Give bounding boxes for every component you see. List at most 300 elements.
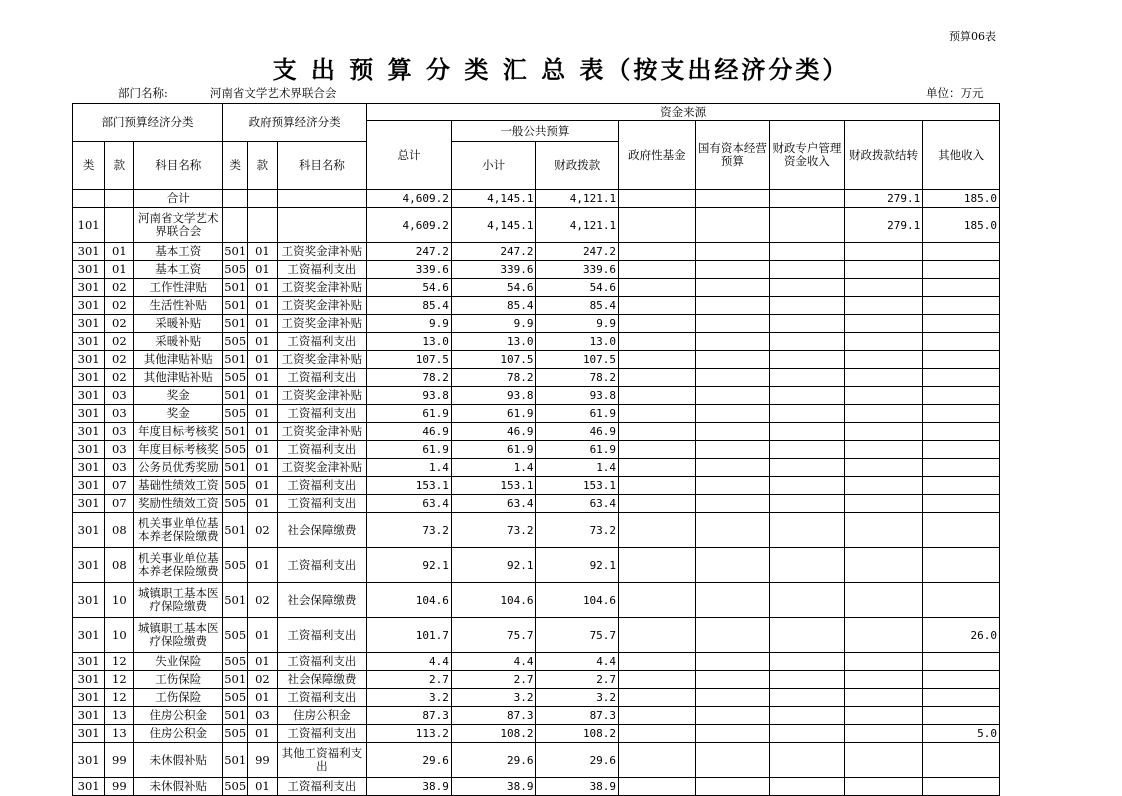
gov-lei-cell: 501 <box>223 243 248 261</box>
fiscal-cell: 2.7 <box>536 671 619 689</box>
special-mgmt-cell <box>770 725 845 743</box>
subject-cell: 失业保险 <box>134 653 223 671</box>
gov-lei-cell: 505 <box>223 778 248 796</box>
state-capital-cell <box>695 315 770 333</box>
fiscal-cell: 108.2 <box>536 725 619 743</box>
gov-fund-cell <box>619 190 696 208</box>
kuan-cell <box>105 208 134 243</box>
total-cell: 38.9 <box>367 778 452 796</box>
total-cell: 153.1 <box>367 477 452 495</box>
carryover-cell <box>844 243 923 261</box>
subtotal-cell: 108.2 <box>451 725 536 743</box>
header-gov-lei: 类 <box>223 142 248 190</box>
gov-kuan-cell: 02 <box>248 513 277 548</box>
kuan-cell: 12 <box>105 689 134 707</box>
gov-lei-cell: 501 <box>223 583 248 618</box>
carryover-cell: 279.1 <box>844 190 923 208</box>
total-cell: 29.6 <box>367 743 452 778</box>
subtotal-cell: 13.0 <box>451 333 536 351</box>
subject-cell: 住房公积金 <box>134 725 223 743</box>
kuan-cell: 12 <box>105 671 134 689</box>
gov-lei-cell: 505 <box>223 548 248 583</box>
subtotal-cell: 93.8 <box>451 387 536 405</box>
gov-kuan-cell: 01 <box>248 387 277 405</box>
header-total: 总计 <box>367 121 452 190</box>
subject-cell: 河南省文学艺术界联合会 <box>134 208 223 243</box>
subject-cell: 基本工资 <box>134 243 223 261</box>
other-income-cell: 185.0 <box>923 208 1000 243</box>
gov-lei-cell: 501 <box>223 279 248 297</box>
lei-cell: 301 <box>73 495 105 513</box>
fiscal-cell: 1.4 <box>536 459 619 477</box>
special-mgmt-cell <box>770 423 845 441</box>
kuan-cell: 01 <box>105 261 134 279</box>
department-line <box>118 85 336 101</box>
gov-fund-cell <box>619 405 696 423</box>
table-row <box>73 405 1000 423</box>
state-capital-cell <box>695 671 770 689</box>
gov-subject-cell: 工资奖金津补贴 <box>277 423 367 441</box>
state-capital-cell <box>695 689 770 707</box>
gov-subject-cell: 工资奖金津补贴 <box>277 459 367 477</box>
subject-cell: 机关事业单位基本养老保险缴费 <box>134 548 223 583</box>
gov-lei-cell: 501 <box>223 743 248 778</box>
other-income-cell <box>923 653 1000 671</box>
carryover-cell <box>844 315 923 333</box>
special-mgmt-cell <box>770 671 845 689</box>
total-cell: 9.9 <box>367 315 452 333</box>
gov-fund-cell <box>619 743 696 778</box>
gov-subject-cell: 工资福利支出 <box>277 333 367 351</box>
gov-kuan-cell: 99 <box>248 743 277 778</box>
table-row <box>73 671 1000 689</box>
gov-subject-cell: 工资福利支出 <box>277 778 367 796</box>
fiscal-cell: 63.4 <box>536 495 619 513</box>
other-income-cell: 26.0 <box>923 618 1000 653</box>
gov-lei-cell: 505 <box>223 653 248 671</box>
header-dept-econ: 部门预算经济分类 <box>73 104 223 142</box>
gov-subject-cell: 工资福利支出 <box>277 495 367 513</box>
carryover-cell <box>844 653 923 671</box>
special-mgmt-cell <box>770 689 845 707</box>
total-cell: 104.6 <box>367 583 452 618</box>
state-capital-cell <box>695 583 770 618</box>
subtotal-cell: 61.9 <box>451 405 536 423</box>
gov-subject-cell: 工资福利支出 <box>277 689 367 707</box>
gov-lei-cell: 501 <box>223 297 248 315</box>
table-row <box>73 548 1000 583</box>
header-gov-subject: 科目名称 <box>277 142 367 190</box>
carryover-cell <box>844 513 923 548</box>
carryover-cell <box>844 743 923 778</box>
kuan-cell: 03 <box>105 441 134 459</box>
carryover-cell <box>844 707 923 725</box>
gov-lei-cell: 501 <box>223 513 248 548</box>
fiscal-cell: 73.2 <box>536 513 619 548</box>
gov-kuan-cell: 01 <box>248 441 277 459</box>
gov-kuan-cell: 01 <box>248 548 277 583</box>
gov-subject-cell: 住房公积金 <box>277 707 367 725</box>
subtotal-cell: 87.3 <box>451 707 536 725</box>
carryover-cell <box>844 477 923 495</box>
total-cell: 107.5 <box>367 351 452 369</box>
state-capital-cell <box>695 369 770 387</box>
table-row <box>73 689 1000 707</box>
special-mgmt-cell <box>770 495 845 513</box>
other-income-cell <box>923 583 1000 618</box>
table-row <box>73 583 1000 618</box>
subject-cell: 年度目标考核奖 <box>134 441 223 459</box>
other-income-cell <box>923 297 1000 315</box>
gov-subject-cell: 其他工资福利支出 <box>277 743 367 778</box>
subtotal-cell: 92.1 <box>451 548 536 583</box>
fiscal-cell: 4,121.1 <box>536 190 619 208</box>
subtotal-cell: 153.1 <box>451 477 536 495</box>
state-capital-cell <box>695 548 770 583</box>
gov-kuan-cell: 02 <box>248 583 277 618</box>
lei-cell: 301 <box>73 333 105 351</box>
gov-lei-cell <box>223 208 248 243</box>
state-capital-cell <box>695 208 770 243</box>
department-value: 河南省文学艺术界联合会 <box>209 86 337 100</box>
subject-cell: 采暖补贴 <box>134 333 223 351</box>
kuan-cell: 02 <box>105 315 134 333</box>
gov-kuan-cell: 01 <box>248 297 277 315</box>
gov-fund-cell <box>619 725 696 743</box>
fiscal-cell: 92.1 <box>536 548 619 583</box>
header-gov-kuan: 款 <box>248 142 277 190</box>
special-mgmt-cell <box>770 261 845 279</box>
total-cell: 46.9 <box>367 423 452 441</box>
subtotal-cell: 4,145.1 <box>451 190 536 208</box>
header-kuan: 款 <box>105 142 134 190</box>
subject-cell: 未休假补贴 <box>134 778 223 796</box>
subject-cell: 采暖补贴 <box>134 315 223 333</box>
subtotal-cell: 29.6 <box>451 743 536 778</box>
header-carryover: 财政拨款结转 <box>844 121 923 190</box>
header-fiscal: 财政拨款 <box>536 142 619 190</box>
gov-lei-cell: 501 <box>223 387 248 405</box>
gov-fund-cell <box>619 423 696 441</box>
gov-lei-cell: 505 <box>223 405 248 423</box>
header-general-budget: 一般公共预算 <box>451 121 618 142</box>
other-income-cell <box>923 743 1000 778</box>
carryover-cell <box>844 725 923 743</box>
lei-cell: 301 <box>73 369 105 387</box>
subtotal-cell: 46.9 <box>451 423 536 441</box>
lei-cell: 301 <box>73 743 105 778</box>
subject-cell: 奖金 <box>134 387 223 405</box>
state-capital-cell <box>695 190 770 208</box>
kuan-cell: 99 <box>105 778 134 796</box>
gov-fund-cell <box>619 583 696 618</box>
kuan-cell: 02 <box>105 333 134 351</box>
gov-kuan-cell: 01 <box>248 369 277 387</box>
lei-cell: 301 <box>73 261 105 279</box>
page-title: 支 出 预 算 分 类 汇 总 表（按支出经济分类） <box>272 55 850 84</box>
state-capital-cell <box>695 261 770 279</box>
kuan-cell: 03 <box>105 423 134 441</box>
fiscal-cell: 61.9 <box>536 441 619 459</box>
total-cell: 101.7 <box>367 618 452 653</box>
fiscal-cell: 4,121.1 <box>536 208 619 243</box>
subject-cell: 工作性津贴 <box>134 279 223 297</box>
total-cell: 61.9 <box>367 441 452 459</box>
gov-subject-cell: 工资福利支出 <box>277 548 367 583</box>
subject-cell: 住房公积金 <box>134 707 223 725</box>
fiscal-cell: 78.2 <box>536 369 619 387</box>
other-income-cell <box>923 351 1000 369</box>
gov-kuan-cell: 01 <box>248 261 277 279</box>
department-label: 部门名称: <box>118 86 168 100</box>
special-mgmt-cell <box>770 208 845 243</box>
kuan-cell: 02 <box>105 351 134 369</box>
other-income-cell <box>923 707 1000 725</box>
gov-subject-cell: 社会保障缴费 <box>277 513 367 548</box>
subject-cell: 城镇职工基本医疗保险缴费 <box>134 618 223 653</box>
gov-fund-cell <box>619 548 696 583</box>
gov-fund-cell <box>619 495 696 513</box>
fiscal-cell: 61.9 <box>536 405 619 423</box>
table-row <box>73 261 1000 279</box>
subtotal-cell: 4,145.1 <box>451 208 536 243</box>
lei-cell: 301 <box>73 671 105 689</box>
subject-cell: 合计 <box>134 190 223 208</box>
lei-cell <box>73 190 105 208</box>
state-capital-cell <box>695 618 770 653</box>
gov-subject-cell: 工资奖金津补贴 <box>277 387 367 405</box>
lei-cell: 301 <box>73 351 105 369</box>
total-cell: 339.6 <box>367 261 452 279</box>
total-cell: 2.7 <box>367 671 452 689</box>
other-income-cell <box>923 405 1000 423</box>
gov-fund-cell <box>619 208 696 243</box>
other-income-cell <box>923 513 1000 548</box>
total-cell: 61.9 <box>367 405 452 423</box>
gov-fund-cell <box>619 671 696 689</box>
carryover-cell <box>844 423 923 441</box>
carryover-cell <box>844 459 923 477</box>
table-body <box>73 190 1000 796</box>
subtotal-cell: 4.4 <box>451 653 536 671</box>
lei-cell: 301 <box>73 405 105 423</box>
other-income-cell <box>923 477 1000 495</box>
subtotal-cell: 73.2 <box>451 513 536 548</box>
subject-cell: 机关事业单位基本养老保险缴费 <box>134 513 223 548</box>
gov-subject-cell: 工资奖金津补贴 <box>277 315 367 333</box>
state-capital-cell <box>695 423 770 441</box>
lei-cell: 301 <box>73 387 105 405</box>
gov-subject-cell <box>277 190 367 208</box>
special-mgmt-cell <box>770 369 845 387</box>
special-mgmt-cell <box>770 459 845 477</box>
lei-cell: 301 <box>73 689 105 707</box>
gov-kuan-cell: 01 <box>248 689 277 707</box>
gov-subject-cell: 工资福利支出 <box>277 725 367 743</box>
gov-lei-cell: 501 <box>223 707 248 725</box>
gov-lei-cell: 505 <box>223 369 248 387</box>
gov-lei-cell: 505 <box>223 477 248 495</box>
carryover-cell <box>844 387 923 405</box>
special-mgmt-cell <box>770 618 845 653</box>
lei-cell: 301 <box>73 279 105 297</box>
other-income-cell: 185.0 <box>923 190 1000 208</box>
special-mgmt-cell <box>770 441 845 459</box>
carryover-cell <box>844 405 923 423</box>
gov-fund-cell <box>619 243 696 261</box>
gov-lei-cell: 505 <box>223 333 248 351</box>
carryover-cell <box>844 689 923 707</box>
kuan-cell: 07 <box>105 477 134 495</box>
unit-label: 单位：万元 <box>926 86 984 100</box>
total-cell: 13.0 <box>367 333 452 351</box>
kuan-cell: 07 <box>105 495 134 513</box>
gov-kuan-cell: 01 <box>248 333 277 351</box>
lei-cell: 301 <box>73 459 105 477</box>
gov-subject-cell: 工资福利支出 <box>277 261 367 279</box>
gov-fund-cell <box>619 387 696 405</box>
state-capital-cell <box>695 297 770 315</box>
lei-cell: 101 <box>73 208 105 243</box>
special-mgmt-cell <box>770 405 845 423</box>
special-mgmt-cell <box>770 707 845 725</box>
carryover-cell <box>844 297 923 315</box>
table-row <box>73 477 1000 495</box>
carryover-cell <box>844 583 923 618</box>
gov-fund-cell <box>619 351 696 369</box>
gov-kuan-cell: 01 <box>248 315 277 333</box>
gov-lei-cell: 505 <box>223 441 248 459</box>
other-income-cell <box>923 441 1000 459</box>
gov-kuan-cell: 01 <box>248 778 277 796</box>
table-row <box>73 618 1000 653</box>
subtotal-cell: 104.6 <box>451 583 536 618</box>
special-mgmt-cell <box>770 190 845 208</box>
state-capital-cell <box>695 513 770 548</box>
fiscal-cell: 153.1 <box>536 477 619 495</box>
lei-cell: 301 <box>73 583 105 618</box>
other-income-cell <box>923 689 1000 707</box>
total-cell: 78.2 <box>367 369 452 387</box>
fiscal-cell: 54.6 <box>536 279 619 297</box>
lei-cell: 301 <box>73 707 105 725</box>
gov-lei-cell: 505 <box>223 725 248 743</box>
gov-fund-cell <box>619 513 696 548</box>
budget-table <box>72 103 1000 796</box>
fiscal-cell: 85.4 <box>536 297 619 315</box>
gov-subject-cell: 工资奖金津补贴 <box>277 243 367 261</box>
carryover-cell <box>844 671 923 689</box>
carryover-cell <box>844 279 923 297</box>
carryover-cell <box>844 495 923 513</box>
carryover-cell <box>844 369 923 387</box>
fiscal-cell: 104.6 <box>536 583 619 618</box>
kuan-cell: 03 <box>105 387 134 405</box>
gov-kuan-cell: 01 <box>248 653 277 671</box>
gov-subject-cell: 工资奖金津补贴 <box>277 351 367 369</box>
gov-lei-cell: 501 <box>223 423 248 441</box>
total-cell: 85.4 <box>367 297 452 315</box>
gov-subject-cell: 工资福利支出 <box>277 369 367 387</box>
other-income-cell <box>923 387 1000 405</box>
gov-kuan-cell: 01 <box>248 459 277 477</box>
total-cell: 63.4 <box>367 495 452 513</box>
special-mgmt-cell <box>770 315 845 333</box>
table-row <box>73 441 1000 459</box>
lei-cell: 301 <box>73 725 105 743</box>
special-mgmt-cell <box>770 477 845 495</box>
carryover-cell <box>844 333 923 351</box>
gov-subject-cell: 工资奖金津补贴 <box>277 279 367 297</box>
table-row <box>73 725 1000 743</box>
lei-cell: 301 <box>73 513 105 548</box>
subtotal-cell: 3.2 <box>451 689 536 707</box>
special-mgmt-cell <box>770 653 845 671</box>
total-cell: 247.2 <box>367 243 452 261</box>
subtotal-cell: 75.7 <box>451 618 536 653</box>
gov-lei-cell: 501 <box>223 351 248 369</box>
lei-cell: 301 <box>73 297 105 315</box>
subject-cell: 其他津贴补贴 <box>134 351 223 369</box>
subtotal-cell: 247.2 <box>451 243 536 261</box>
kuan-cell: 99 <box>105 743 134 778</box>
gov-subject-cell: 工资奖金津补贴 <box>277 297 367 315</box>
kuan-cell: 02 <box>105 279 134 297</box>
subject-cell: 生活性补贴 <box>134 297 223 315</box>
subject-cell: 城镇职工基本医疗保险缴费 <box>134 583 223 618</box>
subtotal-cell: 2.7 <box>451 671 536 689</box>
table-row <box>73 743 1000 778</box>
subject-cell: 基础性绩效工资 <box>134 477 223 495</box>
table-row <box>73 495 1000 513</box>
special-mgmt-cell <box>770 387 845 405</box>
gov-fund-cell <box>619 689 696 707</box>
state-capital-cell <box>695 405 770 423</box>
kuan-cell: 02 <box>105 297 134 315</box>
kuan-cell: 03 <box>105 405 134 423</box>
form-number: 预算06表 <box>949 30 996 43</box>
kuan-cell <box>105 190 134 208</box>
gov-kuan-cell: 01 <box>248 243 277 261</box>
state-capital-cell <box>695 279 770 297</box>
carryover-cell <box>844 261 923 279</box>
table-row <box>73 423 1000 441</box>
state-capital-cell <box>695 441 770 459</box>
header-gov-fund: 政府性基金 <box>619 121 696 190</box>
special-mgmt-cell <box>770 548 845 583</box>
other-income-cell <box>923 243 1000 261</box>
special-mgmt-cell <box>770 297 845 315</box>
table-row <box>73 513 1000 548</box>
kuan-cell: 13 <box>105 725 134 743</box>
gov-kuan-cell: 02 <box>248 671 277 689</box>
total-cell: 92.1 <box>367 548 452 583</box>
other-income-cell <box>923 548 1000 583</box>
special-mgmt-cell <box>770 279 845 297</box>
table-row <box>73 459 1000 477</box>
subtotal-cell: 1.4 <box>451 459 536 477</box>
special-mgmt-cell <box>770 243 845 261</box>
subject-cell: 奖金 <box>134 405 223 423</box>
lei-cell: 301 <box>73 548 105 583</box>
fiscal-cell: 247.2 <box>536 243 619 261</box>
table-row <box>73 190 1000 208</box>
lei-cell: 301 <box>73 653 105 671</box>
fiscal-cell: 87.3 <box>536 707 619 725</box>
gov-fund-cell <box>619 333 696 351</box>
table-row <box>73 351 1000 369</box>
other-income-cell <box>923 495 1000 513</box>
